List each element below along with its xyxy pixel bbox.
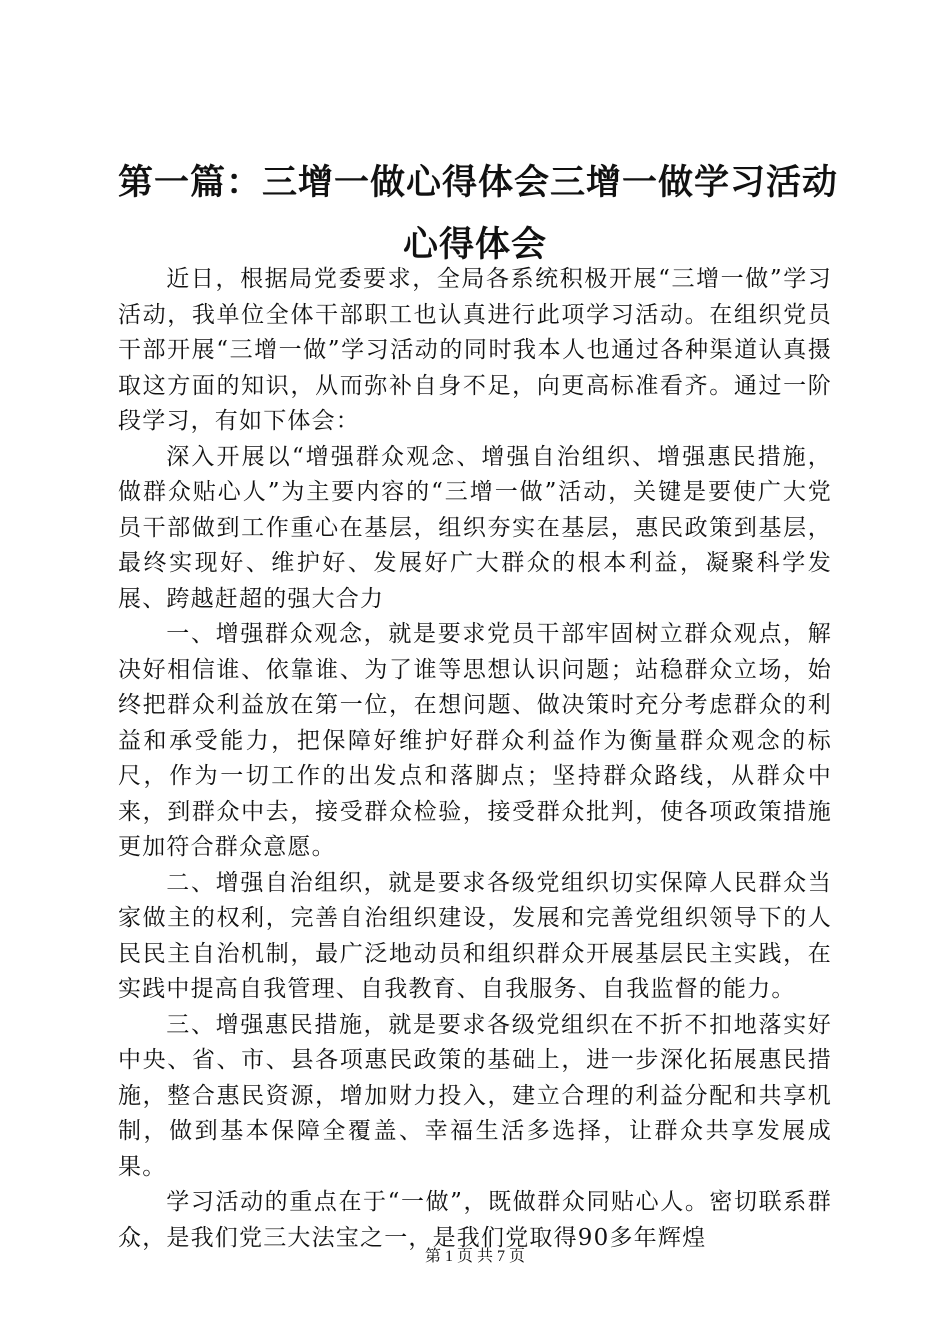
paragraph-3: 一、增强群众观念，就是要求党员干部牢固树立群众观点，解决好相信谁、依靠谁、为了谁等思想认识问题；站稳群众立场，始终把群众利益放在第一位，在想问题、做决策时充分考虑群众的利益和承受能力，把保障好维护好群众利益作为衡量群众观念的标尺，作为一切工作的出发点和落脚点；坚持群众路线，从群众中来，到群众中去，接受群众检验，接受群众批判，使各项政策措施更加符合群众意愿。 <box>118 621 832 860</box>
paragraph-1: 近日，根据局党委要求，全局各系统积极开展“三增一做”学习活动，我单位全体干部职工也认真进行此项学习活动。在组织党员干部开展“三增一做”学习活动的同时我本人也通过各种渠道认真摄取这方面的知识，从而弥补自身不足，向更高标准看齐。通过一阶段学习，有如下体会： <box>118 266 832 434</box>
document-title-line-2: 心得体会 <box>402 225 547 265</box>
paragraph-5: 三、增强惠民措施，就是要求各级党组织在不折不扣地落实好中央、省、市、县各项惠民政策的基础上，进一步深化拓展惠民措施，整合惠民资源，增加财力投入，建立合理的利益分配和共享机制，做到基本保障全覆盖、幸福生活多选择，让群众共享发展成果。 <box>118 1011 832 1180</box>
document-body <box>118 262 832 1256</box>
paragraph-2: 深入开展以“增强群众观念、增强自治组织、增强惠民措施，做群众贴心人”为主要内容的“三增一做”活动，关键是要使广大党员干部做到工作重心在基层，组织夯实在基层，惠民政策到基层，最终实现好、维护好、发展好广大群众的根本利益，凝聚科学发展、跨越赶超的强大合力 <box>118 443 832 612</box>
paragraph-6: 学习活动的重点在于“一做”，既做群众同贴心人。密切联系群众，是我们党三大法宝之一，是我们党取得90多年辉煌 <box>118 1189 832 1251</box>
paragraph-4: 二、增强自治组织，就是要求各级党组织切实保障人民群众当家做主的权利，完善自治组织建设，发展和完善党组织领导下的人民民主自治机制，最广泛地动员和组织群众开展基层民主实践，在实践中提高自我管理、自我教育、自我服务、自我监督的能力。 <box>118 869 832 1002</box>
page-number-footer: 第 1 页 共 7 页 <box>424 1248 525 1265</box>
document-title-line-1: 第一篇：三增一做心得体会三增一做学习活动 <box>118 163 839 203</box>
